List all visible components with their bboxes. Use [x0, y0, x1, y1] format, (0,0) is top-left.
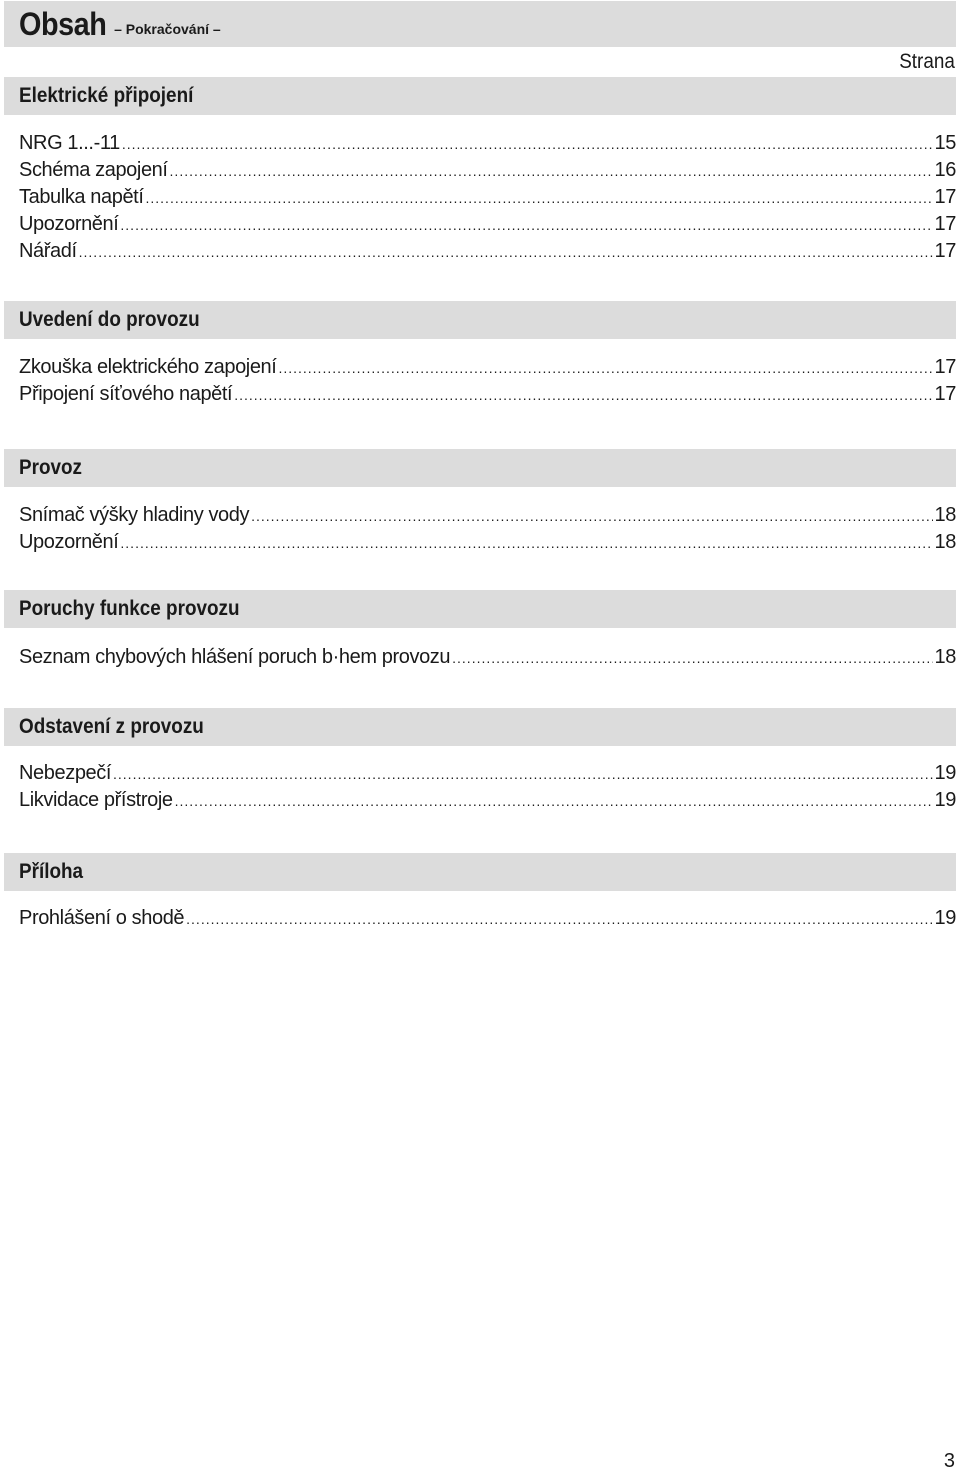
toc-entry-page: 17: [934, 356, 956, 378]
toc-entry-label: Snímač výšky hladiny vody: [19, 504, 250, 526]
toc-entry[interactable]: [19, 240, 956, 267]
toc-entry[interactable]: [19, 186, 956, 213]
toc-entry[interactable]: [19, 907, 956, 934]
page-column-label: Strana: [899, 50, 955, 73]
section-title: Uvedení do provozu: [19, 308, 200, 331]
toc-entry-page: 17: [934, 213, 956, 235]
toc-entry-page: 19: [934, 789, 956, 811]
toc-entry[interactable]: [19, 504, 956, 531]
dot-leader: [146, 190, 933, 206]
toc-entry-page: 15: [934, 132, 956, 154]
toc-entry-label: Prohlášení o shodě: [19, 907, 185, 929]
section-header-poruchy-funkce-provozu: [4, 590, 956, 628]
dot-leader: [234, 387, 932, 403]
toc-entry-page: 17: [934, 186, 956, 208]
section-title: Příloha: [19, 860, 84, 883]
section-header-uvedeni-do-provozu: [4, 301, 956, 339]
toc-entry-label: Schéma zapojení: [19, 159, 168, 181]
dot-leader: [120, 535, 932, 551]
section-title: Provoz: [19, 456, 83, 479]
section-title: Odstavení z provozu: [19, 715, 204, 738]
toc-entry-label: Připojení síťového napětí: [19, 383, 233, 405]
toc-entry-label: NRG 1...-11: [19, 132, 120, 154]
section-header-elektricke-pripojeni: [4, 77, 956, 115]
dot-leader: [170, 163, 933, 179]
toc-entry[interactable]: [19, 159, 956, 186]
section-title: Elektrické připojení: [19, 84, 194, 107]
toc-entry[interactable]: [19, 356, 956, 383]
dot-leader: [113, 766, 933, 782]
dot-leader: [278, 360, 932, 376]
dot-leader: [120, 217, 932, 233]
toc-entry[interactable]: [19, 646, 956, 673]
toc-entry-label: Likvidace přístroje: [19, 789, 173, 811]
page-subtitle: – Pokračování –: [114, 21, 221, 37]
title-bar: [4, 1, 956, 47]
toc-entry-label: Zkouška elektrického zapojení: [19, 356, 277, 378]
toc-entry[interactable]: [19, 213, 956, 240]
toc-entry[interactable]: [19, 383, 956, 410]
section-header-priloha: [4, 853, 956, 891]
dot-leader: [251, 508, 932, 524]
toc-entry-page: 18: [934, 646, 956, 668]
dot-leader: [175, 793, 933, 809]
dot-leader: [79, 244, 933, 260]
toc-entry-page: 18: [934, 531, 956, 553]
toc-entry-label: Nářadí: [19, 240, 77, 262]
toc-entry-label: Tabulka napětí: [19, 186, 144, 208]
toc-entry-page: 16: [934, 159, 956, 181]
dot-leader: [186, 911, 932, 927]
section-header-odstaveni-z-provozu: [4, 708, 956, 746]
toc-entry-label: Nebezpečí: [19, 762, 112, 784]
toc-entry-label: Upozornění: [19, 213, 119, 235]
toc-entry-page: 19: [934, 762, 956, 784]
toc-entry[interactable]: [19, 789, 956, 816]
section-header-provoz: [4, 449, 956, 487]
toc-entry[interactable]: [19, 132, 956, 159]
page-number: 3: [943, 1450, 955, 1472]
toc-entry-label: Seznam chybových hlášení poruch b·hem provozu: [19, 646, 451, 668]
page-title: Obsah: [19, 5, 107, 42]
section-title: Poruchy funkce provozu: [19, 597, 240, 620]
dot-leader: [122, 136, 933, 152]
toc-entry-label: Upozornění: [19, 531, 119, 553]
dot-leader: [452, 650, 932, 666]
toc-entry[interactable]: [19, 762, 956, 789]
toc-entry-page: 17: [934, 240, 956, 262]
toc-entry-page: 17: [934, 383, 956, 405]
toc-entry-page: 18: [934, 504, 956, 526]
toc-entry-page: 19: [934, 907, 956, 929]
toc-entry[interactable]: [19, 531, 956, 558]
